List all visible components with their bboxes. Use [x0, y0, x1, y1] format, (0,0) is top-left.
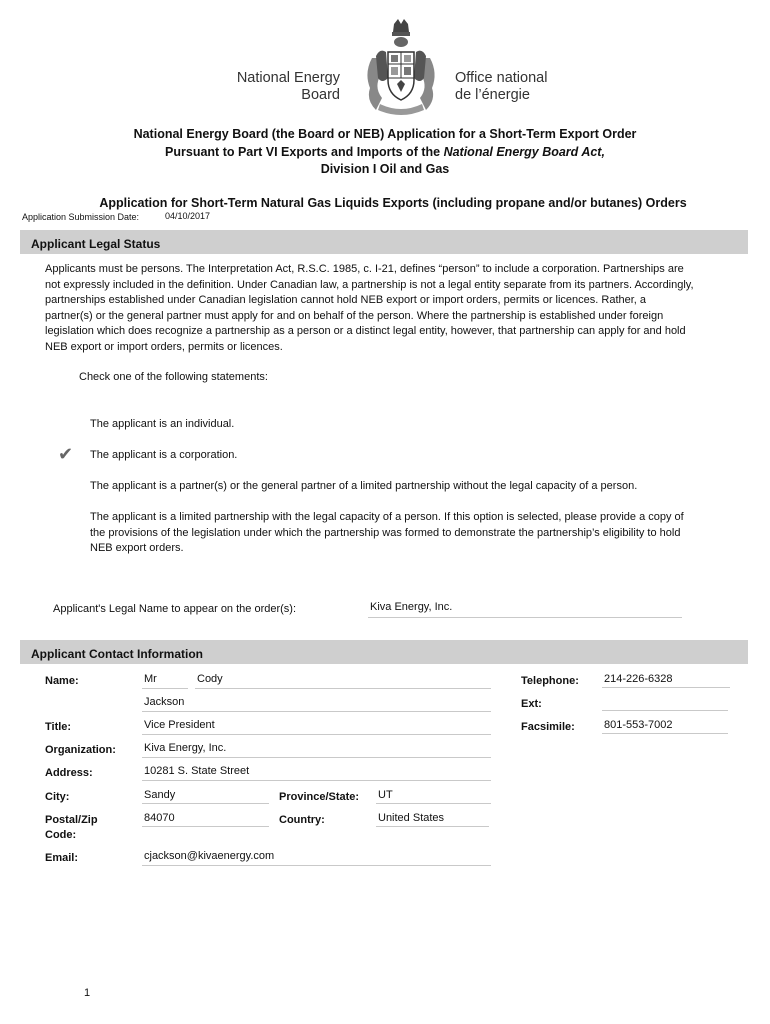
option-partner[interactable]: The applicant is a partner(s) or the general partner of a limited partnership without the legal capacity of a person. — [90, 480, 638, 492]
legal-name-label: Applicant's Legal Name to appear on the order(s): — [53, 603, 297, 615]
email-label: Email: — [45, 852, 79, 864]
section-header-legal-status — [20, 230, 748, 254]
agency-en-line2: Board — [301, 87, 340, 103]
postal-label-line2: Code: — [45, 829, 77, 841]
checkmark-icon: ✔ — [58, 444, 74, 464]
organization-underline — [142, 757, 491, 758]
postal-underline — [142, 826, 269, 827]
agency-name-french — [455, 70, 615, 104]
agency-name-english — [200, 70, 340, 104]
address-label: Address: — [45, 767, 93, 779]
ext-label: Ext: — [521, 698, 542, 710]
email-underline — [142, 865, 491, 866]
facsimile-underline — [602, 733, 728, 734]
title-label: Title: — [45, 721, 72, 733]
last-name-underline — [142, 711, 491, 712]
title-line2-prefix: Pursuant to Part VI Exports and Imports of the — [165, 144, 444, 159]
submission-date-label: Application Submission Date: — [22, 212, 140, 222]
first-name-field[interactable]: Cody — [197, 673, 223, 685]
legal-name-underline — [368, 617, 682, 618]
section-title-contact: Applicant Contact Information — [31, 647, 203, 661]
submission-date-value: 04/10/2017 — [165, 211, 211, 221]
ext-underline — [602, 710, 728, 711]
country-label: Country: — [279, 814, 325, 826]
section-header-contact — [20, 640, 748, 664]
first-name-underline — [195, 688, 491, 689]
last-name-field[interactable]: Jackson — [144, 696, 185, 708]
agency-en-line1: National Energy — [236, 70, 340, 86]
title-line1: National Energy Board (the Board or NEB) Application for a Short-Term Export Order — [133, 127, 637, 141]
document-title — [0, 126, 770, 179]
country-underline — [376, 826, 489, 827]
postal-field[interactable]: 84070 — [144, 812, 175, 824]
title-line2 — [0, 144, 770, 162]
name-label: Name: — [45, 675, 79, 687]
option-limited-partnership[interactable]: The applicant is a limited partnership with the legal capacity of a person. If this option is selected, please provide a copy of the provisions of the legislation under which the partnership was formed to demonstrate the partnership’s eligibility to hold NEB export orders. — [90, 511, 684, 555]
coat-of-arms-icon — [362, 18, 440, 118]
province-label: Province/State: — [279, 791, 360, 803]
province-underline — [376, 803, 491, 804]
title-line2-act: National Energy Board Act, — [443, 144, 605, 159]
application-subtitle: Application for Short-Term Natural Gas Liquids Exports (including propane and/or butanes) Orders — [99, 196, 687, 210]
section-title-legal-status: Applicant Legal Status — [31, 237, 161, 251]
option-corporation[interactable]: The applicant is a corporation. — [90, 449, 238, 461]
address-underline — [142, 780, 491, 781]
salutation-underline — [142, 688, 188, 689]
title-underline — [142, 734, 491, 735]
postal-label — [45, 813, 98, 843]
organization-label: Organization: — [45, 744, 116, 756]
facsimile-label: Facsimile: — [521, 721, 575, 733]
address-field[interactable]: 10281 S. State Street — [144, 765, 250, 777]
city-label: City: — [45, 791, 70, 803]
telephone-underline — [602, 687, 730, 688]
title-line3: Division I Oil and Gas — [320, 162, 450, 176]
telephone-label: Telephone: — [521, 675, 579, 687]
legal-name-field[interactable]: Kiva Energy, Inc. — [370, 601, 453, 613]
province-field[interactable]: UT — [378, 789, 393, 801]
country-field[interactable]: United States — [378, 812, 445, 824]
city-underline — [142, 803, 269, 804]
agency-fr-line2: de l’énergie — [455, 87, 530, 103]
postal-label-line1: Postal/Zip — [45, 814, 98, 826]
check-instruction: Check one of the following statements: — [79, 371, 268, 383]
title-field[interactable]: Vice President — [144, 719, 215, 731]
option-individual[interactable]: The applicant is an individual. — [90, 418, 235, 430]
facsimile-field[interactable]: 801-553-7002 — [604, 719, 673, 731]
city-field[interactable]: Sandy — [144, 789, 176, 801]
organization-field[interactable]: Kiva Energy, Inc. — [144, 742, 227, 754]
agency-fr-line1: Office national — [455, 70, 548, 86]
email-field[interactable]: cjackson@kivaenergy.com — [144, 850, 275, 862]
page-number: 1 — [84, 987, 91, 999]
legal-status-paragraph: Applicants must be persons. The Interpretation Act, R.S.C. 1985, c. I-21, defines “person” to include a corporation. Partnerships are not expressly included in the definition. Under Canadian law, a partnership is not a legal entity separate from its partners. Accordingly, partnerships established under Canadian legislation cannot hold NEB export or import orders, permits or licences. Rather, a partner(s) or the general partner must apply for and on behalf of the person. Where the partnership is established under foreign legislation which does recognize a partnership as a person or a distinct legal entity, however, that partnership can apply for and hold NEB export or import orders, permits or licences. — [45, 263, 694, 353]
telephone-field[interactable]: 214-226-6328 — [604, 673, 673, 685]
salutation-field[interactable]: Mr — [144, 673, 157, 685]
